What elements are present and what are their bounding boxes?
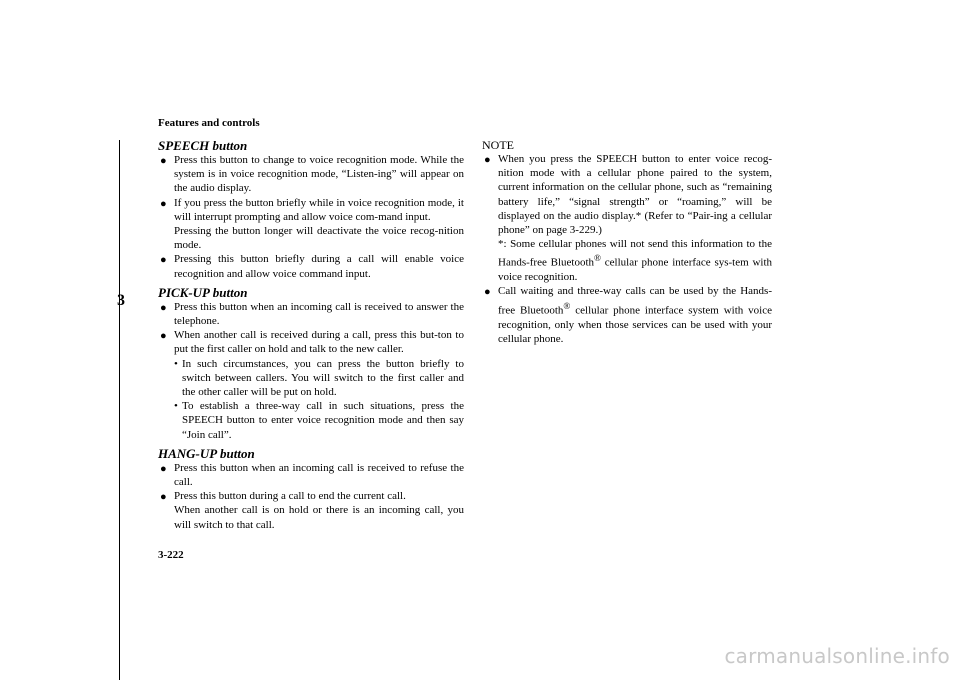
pickup-section [158,285,464,442]
hangup-section-title: HANG-UP button [158,445,255,461]
registered-mark: ® [563,300,571,311]
list-item [158,300,464,328]
left-column [158,138,464,536]
list-item [158,328,464,442]
sub-bullet-icon: • [174,357,178,370]
bullet-icon: ● [160,462,167,475]
sub-bullet-icon: • [174,400,178,413]
bullet-icon: ● [160,197,167,210]
sub-item-text: In such circumstances, you can press the button briefly to switch between callers. You will switch to the first caller and the other caller will be put on hold. [182,357,464,399]
list-item [158,461,464,489]
item-text: If you press the button briefly while in voice recognition mode, it will interrupt prompting and allow voice com-mand input. [174,196,464,223]
speech-section-title: SPEECH button [158,138,248,153]
chapter-number: 3 [117,292,125,309]
note-footnote-text: cellular phone interface sys-tem with voice recognition. [498,257,772,284]
item-text: Press this button to change to voice recognition mode. While the system is in voice recognition mode, “Listen-ing” will appear on the audio display. [174,154,464,195]
running-header: Features and controls [158,117,260,129]
sub-item [174,357,464,400]
note-footnote-text: *: Some cellular phones will not send this information to the Hands-free Bluetooth [498,238,772,270]
pickup-section-title: PICK-UP button [158,284,248,300]
note-item [482,152,772,284]
bullet-icon: ● [160,330,167,343]
list-item [158,489,464,532]
chapter-tab-divider [0,140,120,680]
note-text: When you press the SPEECH button to enter voice recog-nition mode with a cellular phone paired to the system, current information on the cellular phone, such as “remaining battery life,” “signal strength” or “roaming,” will be displayed on the audio display.* (Refer to “Pair-ing a cellular phone” on page 3-229.) [498,153,772,237]
registered-mark: ® [594,253,601,264]
item-text: Pressing the button longer will deactivate the voice recog-nition mode. [174,225,464,252]
bullet-icon: ● [160,491,167,504]
right-column [482,138,772,346]
note-item [482,284,772,345]
note-footnote [498,237,772,284]
sub-item [174,399,464,442]
note-title: NOTE [482,138,514,152]
bullet-icon: ● [484,286,491,299]
bullet-icon: ● [484,154,491,166]
bullet-icon: ● [160,254,167,267]
bullet-icon: ● [160,155,167,167]
sub-item-text: To establish a three-way call in such situations, press the SPEECH button to enter voice recognition mode and then say “Join call”. [182,400,464,441]
note-text-part: cellular phone interface system with voice recognition, only when those services can be used with your cellular phone. [498,304,773,345]
item-text: Press this button when an incoming call is received to refuse the call. [174,461,464,489]
watermark: carmanualsonline.info [724,644,950,668]
note-text-part: Call waiting and three-way calls can be used by the Hands-free Bluetooth [498,285,772,317]
bullet-icon: ● [160,301,167,314]
speech-section [158,138,464,281]
list-item [158,153,464,196]
item-text: Press this button when an incoming call is received to answer the telephone. [174,300,464,328]
item-text: When another call is received during a call, press this but-ton to put the first caller on hold and talk to the new caller. [174,329,464,356]
item-text: Pressing this button briefly during a call will enable voice recognition and allow voice command input. [174,253,464,280]
list-item [158,252,464,280]
note-text [498,284,772,345]
hangup-section [158,446,464,532]
page-number: 3-222 [158,549,184,561]
item-text: Press this button during a call to end the current call. [174,490,406,503]
item-text: When another call is on hold or there is an incoming call, you will switch to that call. [174,504,464,531]
list-item [158,196,464,253]
